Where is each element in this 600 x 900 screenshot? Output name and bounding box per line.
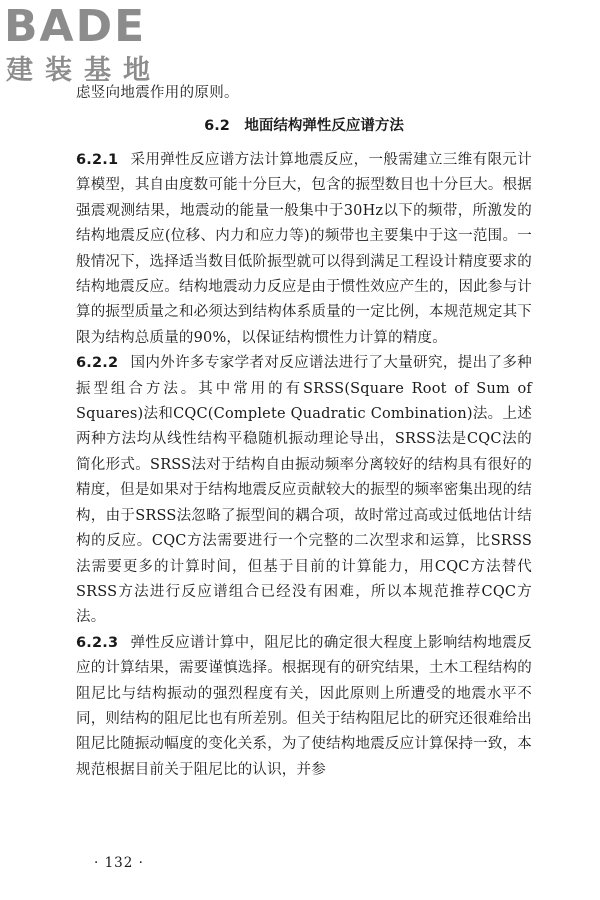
page-body <box>76 80 532 783</box>
watermark-subtitle: 建装基地 <box>6 55 162 86</box>
clause-number: 6.2.3 <box>76 634 119 651</box>
section-heading: 6.2 地面结构弹性反应谱方法 <box>204 118 404 134</box>
paragraph-6-2-1 <box>76 148 532 351</box>
clause-number: 6.2.1 <box>76 152 119 168</box>
paragraph-6-2-3 <box>76 631 532 783</box>
clause-number: 6.2.2 <box>76 355 119 372</box>
watermark <box>0 0 180 92</box>
clause-text: 弹性反应谱计算中，阻尼比的确定很大程度上影响结构地震反应的计算结果，需要谨慎选择。根据现有的研究结果，土木工程结构的阻尼比与结构振动的强烈程度有关，因此原则上所遭受的地震水平不同，则结构的阻尼比也有所差别。但关于结构阻尼比的研究还很难给出阻尼比随振动幅度的变化关系，为了使结构地震反应计算保持一致，本规范根据目前关于阻尼比的认识，并参 <box>76 634 532 778</box>
page-number: · 132 · <box>94 855 144 871</box>
clause-text: 采用弹性反应谱方法计算地震反应，一般需建立三维有限元计算模型，其自由度数可能十分巨大，包含的振型数目也十分巨大。根据强震观测结果，地震动的能量一般集中于30Hz以下的频带，所激发的结构地震反应(位移、内力和应力等)的频带也主要集中于这一范围。一般情况下，选择适当数目低阶振型就可以得到满足工程设计精度要求的结构地震反应。结构地震动力反应是由于惯性效应产生的，因此参与计算的振型质量之和必须达到结构体系质量的一定比例，本规范规定其下限为结构总质量的90%，以保证结构惯性力计算的精度。 <box>76 152 532 346</box>
watermark-logo: BADE <box>4 1 147 52</box>
clause-text: 国内外许多专家学者对反应谱法进行了大量研究，提出了多种振型组合方法。其中常用的有SRSS(Square Root of Sum of Squares)法和CQC(Complete Quadratic Combination)法。上述两种方法均从线性结构平稳随机振动理论导出，SRSS法是CQC法的简化形式。SRSS法对于结构自由振动频率分离较好的结构具有很好的精度，但是如果对于结构地震反应贡献较大的振型的频率密集出现的结构，由于SRSS法忽略了振型间的耦合项，故时常过高或过低地估计结构的反应。CQC方法需要进行一个完整的二次型求和运算，比SRSS法需要更多的计算时间，但基于目前的计算能力，用CQC方法替代SRSS方法进行反应谱组合已经没有困难，所以本规范推荐CQC方法。 <box>76 355 532 626</box>
continued-text: 虑竖向地震作用的原则。 <box>76 85 239 101</box>
paragraph-6-2-2 <box>76 351 532 630</box>
